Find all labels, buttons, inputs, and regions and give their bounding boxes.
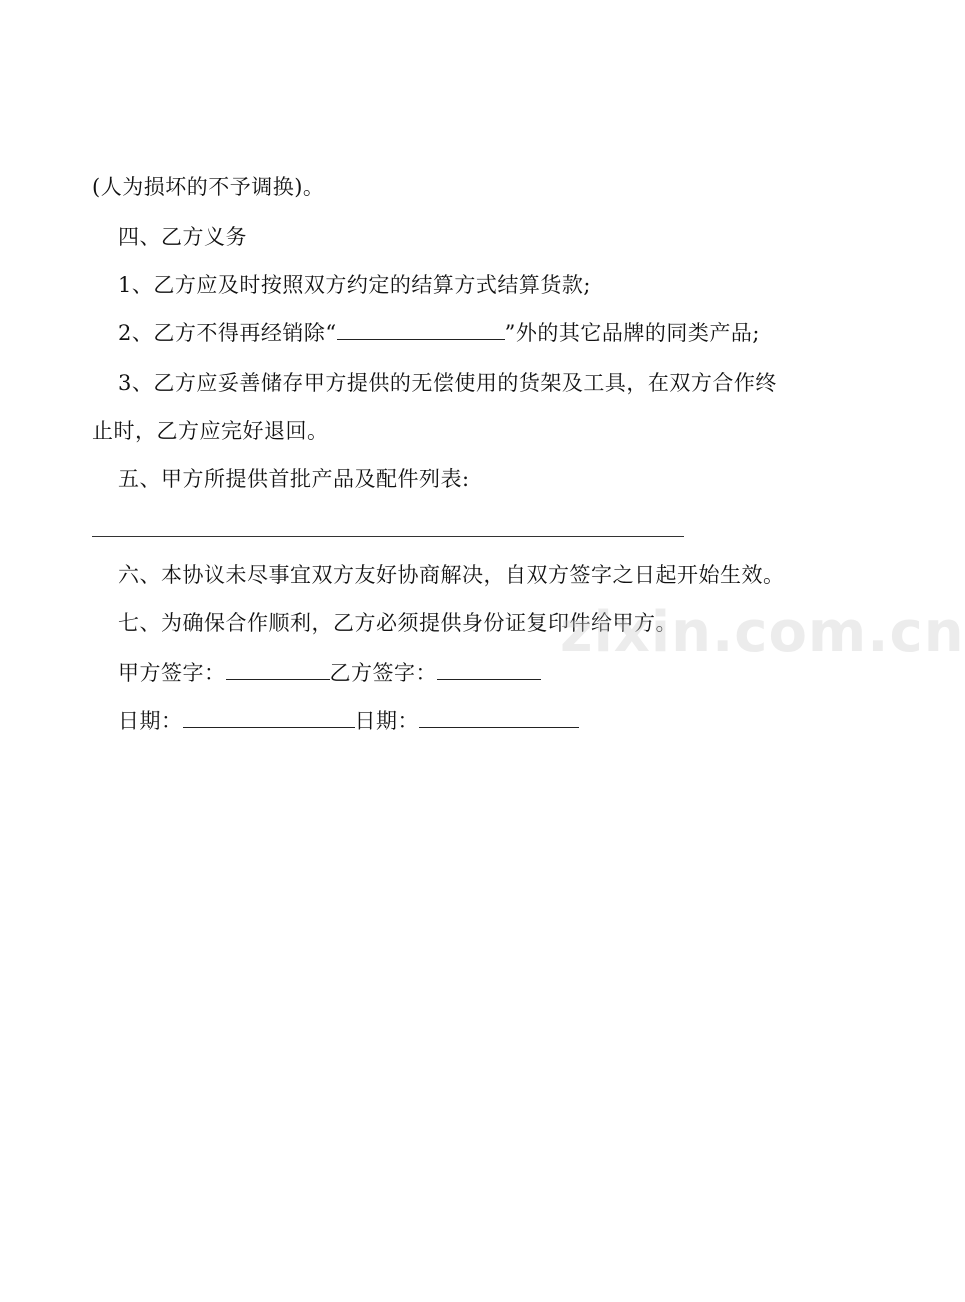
watermark: zixin.com.cn <box>560 600 965 665</box>
product-list-blank-line <box>92 536 684 537</box>
list-item <box>118 318 760 348</box>
list-item-continuation: 止时，乙方应完好退回。 <box>92 419 329 443</box>
list-item-text: 2、乙方不得再经销除“ <box>118 321 337 345</box>
section-heading: 五、甲方所提供首批产品及配件列表: <box>118 467 470 491</box>
list-item: 3、乙方应妥善储存甲方提供的无偿使用的货架及工具，在双方合作终 <box>118 371 777 395</box>
date-b-label: 日期： <box>354 709 419 733</box>
section-paragraph: 六、本协议未尽事宜双方友好协商解决，自双方签字之日起开始生效。 <box>118 563 785 587</box>
date-a-label: 日期： <box>118 709 183 733</box>
section-paragraph: 七、为确保合作顺利，乙方必须提供身份证复印件给甲方。 <box>118 611 677 635</box>
list-item: 1、乙方应及时按照双方约定的结算方式结算货款; <box>118 273 591 297</box>
brand-blank <box>337 319 505 340</box>
list-item-text: ”外的其它品牌的同类产品; <box>504 321 760 345</box>
date-b-blank <box>419 707 579 728</box>
party-a-signature-label: 甲方签字： <box>118 661 226 685</box>
party-a-signature-blank <box>226 659 330 680</box>
date-line <box>118 706 579 736</box>
party-b-signature-label: 乙方签字： <box>329 661 437 685</box>
signature-line <box>118 658 541 688</box>
date-a-blank <box>183 707 355 728</box>
section-heading: 四、乙方义务 <box>118 225 247 249</box>
party-b-signature-blank <box>437 659 541 680</box>
paragraph-line: (人为损坏的不予调换)。 <box>92 175 325 199</box>
